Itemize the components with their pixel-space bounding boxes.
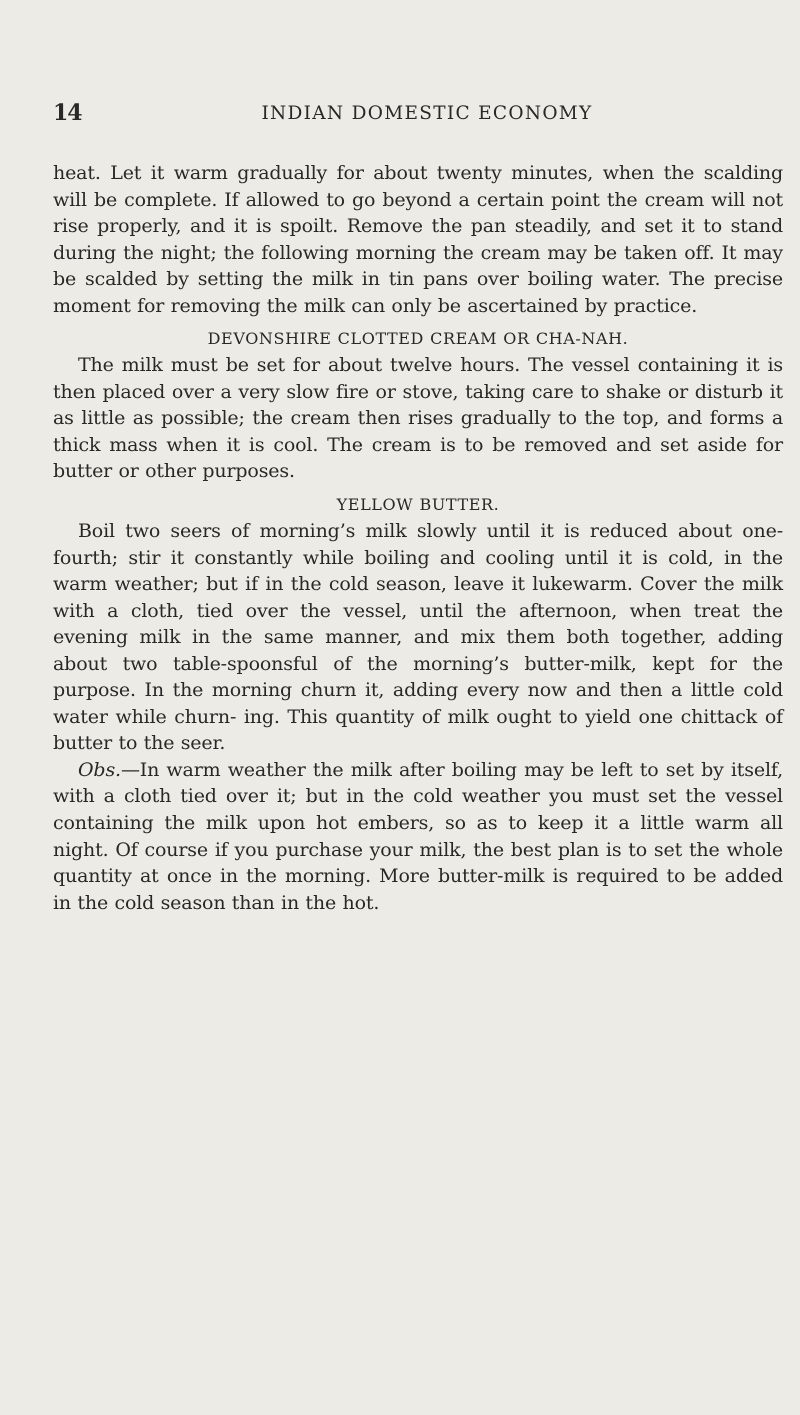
body-text bbox=[53, 160, 783, 916]
paragraph-yellow-butter: Boil two seers of morning’s milk slowly until it is reduced about one-fourth; stir it constantly while boiling and cooling until it is cold, in the warm weather; but if in the cold season, leave it lukewarm. Cover the milk with a cloth, tied over the vessel, until the afternoon, when treat the evening milk in the same manner, and mix them both together, adding about two table-spoonsful of the morning’s butter-milk, kept for the purpose. In the morning churn it, adding every now and then a little cold water while churn- ing. This quantity of milk ought to yield one chittack of butter to the seer. bbox=[53, 520, 783, 755]
running-head bbox=[53, 100, 783, 132]
section-heading-yellow-butter: YELLOW BUTTER. bbox=[336, 495, 500, 515]
paragraph-clotted-cream: The milk must be set for about twelve hours. The vessel containing it is then placed over a very slow fire or stove, taking care to shake or disturb it as little as possible; the cream then rises gradually to the top, and forms a thick mass when it is cool. The cream is to be removed and set aside for butter or other purposes. bbox=[53, 354, 783, 483]
obs-text: —In warm weather the milk after boiling may be left to set by itself, with a cloth tied over it; but in the cold weather you must set the vessel containing the milk upon hot embers, so as to keep it a little warm all night. Of course if you purchase your milk, the best plan is to set the whole quantity at once in the morning. More butter-milk is required to be added in the cold season than in the hot. bbox=[53, 758, 783, 914]
running-head-title: INDIAN DOMESTIC ECONOMY bbox=[261, 103, 593, 124]
page-number: 14 bbox=[53, 100, 82, 126]
section-heading-clotted-cream: DEVONSHIRE CLOTTED CREAM OR CHA-NAH. bbox=[207, 329, 629, 349]
obs-label: Obs. bbox=[78, 758, 121, 781]
paragraph-observation bbox=[53, 757, 783, 916]
paragraph-scalding-continued: heat. Let it warm gradually for about twenty minutes, when the scalding will be complete. If allowed to go beyond a certain point the cream will not rise properly, and it is spoilt. Remove the pan steadily, and set it to stand during the night; the following morning the cream may be taken off. It may be scalded by setting the milk in tin pans over boiling water. The precise moment for removing the milk can only be ascertained by practice. bbox=[53, 162, 783, 317]
